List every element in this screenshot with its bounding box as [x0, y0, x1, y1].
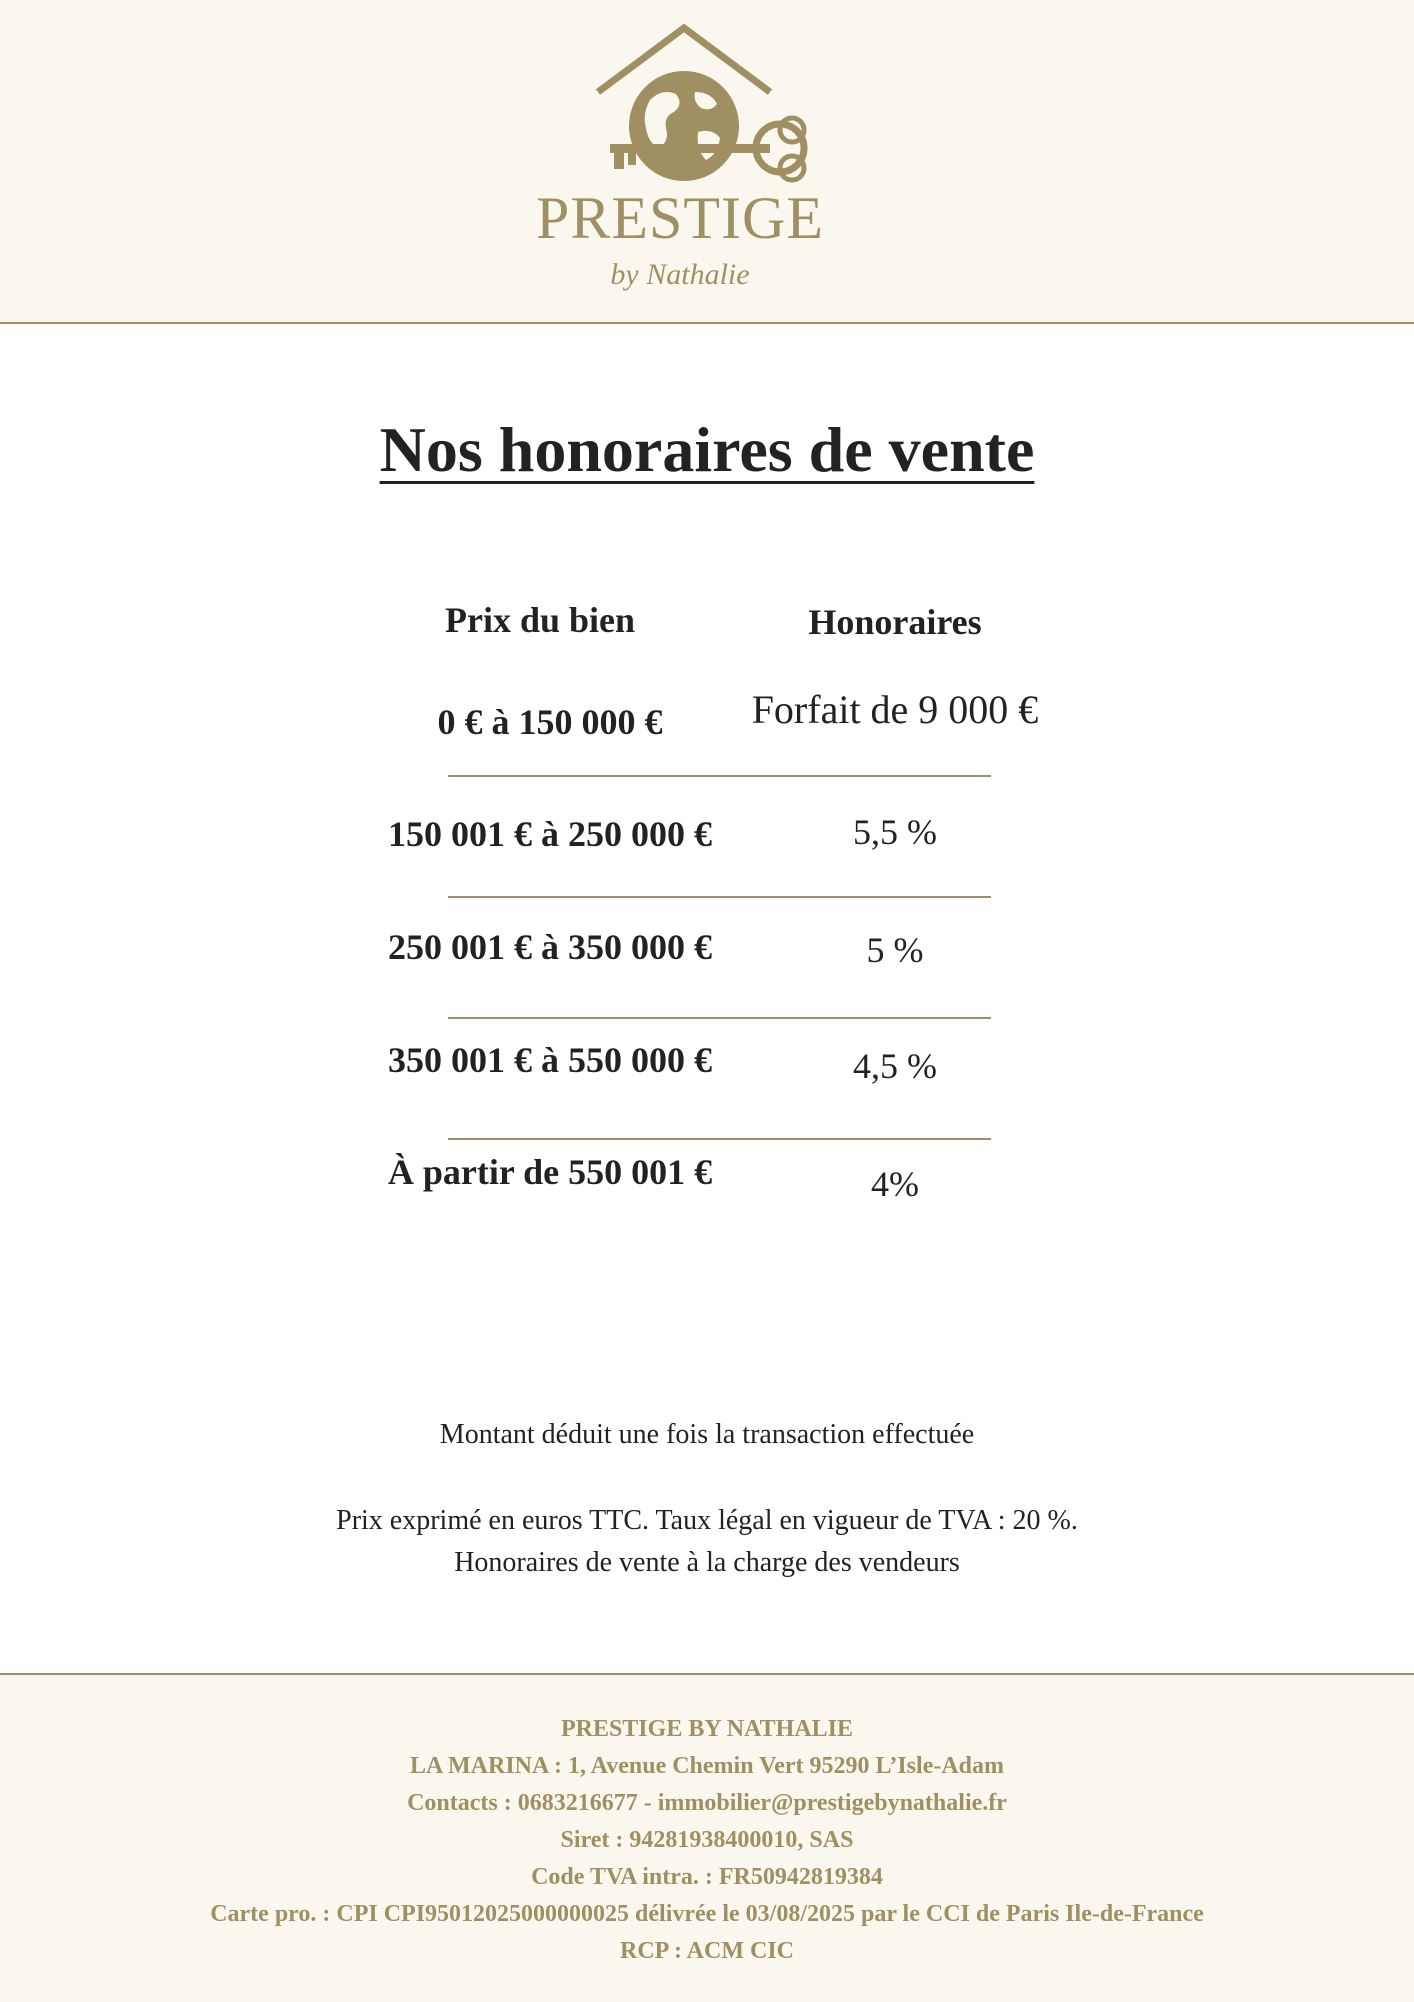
- row-divider: [448, 896, 991, 898]
- column-header-fee: Honoraires: [808, 602, 982, 642]
- row-price: 350 001 € à 550 000 €: [388, 1040, 712, 1080]
- row-fee: Forfait de 9 000 €: [751, 687, 1039, 732]
- brand-tagline: by Nathalie: [610, 258, 750, 291]
- note-deduction: Montant déduit une fois la transaction effectuée: [439, 1419, 975, 1450]
- footer-rcp: RCP : ACM CIC: [620, 1938, 794, 1964]
- row-divider: [448, 1017, 991, 1019]
- row-divider: [448, 1138, 991, 1140]
- row-price: 0 € à 150 000 €: [437, 702, 663, 742]
- brand-name: PRESTIGE: [535, 185, 825, 251]
- row-price: À partir de 550 001 €: [387, 1152, 713, 1192]
- header: [0, 0, 1414, 324]
- footer-address: LA MARINA : 1, Avenue Chemin Vert 95290 L’Isle-Adam: [409, 1753, 1005, 1779]
- footer-company: PRESTIGE BY NATHALIE: [560, 1716, 854, 1742]
- row-price: 250 001 € à 350 000 €: [388, 927, 712, 967]
- column-header-price: Prix du bien: [444, 600, 636, 640]
- footer-tva: Code TVA intra. : FR50942819384: [531, 1864, 883, 1890]
- house-globe-key-icon: [530, 20, 830, 200]
- note-sellers: Honoraires de vente à la charge des vendeurs: [454, 1547, 960, 1578]
- logo: [530, 20, 830, 300]
- footer: [0, 1673, 1414, 2002]
- footer-contacts: Contacts : 0683216677 - immobilier@prestigebynathalie.fr: [407, 1790, 1007, 1816]
- row-price: 150 001 € à 250 000 €: [388, 814, 712, 854]
- footer-carte-pro: Carte pro. : CPI CPI95012025000000025 délivrée le 03/08/2025 par le CCI de Paris Ile-de-France: [210, 1901, 1204, 1927]
- row-fee: 5 %: [866, 930, 924, 970]
- footer-siret: Siret : 94281938400010, SAS: [560, 1827, 854, 1853]
- row-fee: 4,5 %: [853, 1046, 937, 1086]
- page-title: Nos honoraires de vente: [379, 414, 1035, 485]
- note-vat: Prix exprimé en euros TTC. Taux légal en vigueur de TVA : 20 %.: [336, 1505, 1078, 1536]
- row-fee: 4%: [871, 1164, 919, 1204]
- row-divider: [448, 775, 991, 777]
- row-fee: 5,5 %: [853, 812, 937, 852]
